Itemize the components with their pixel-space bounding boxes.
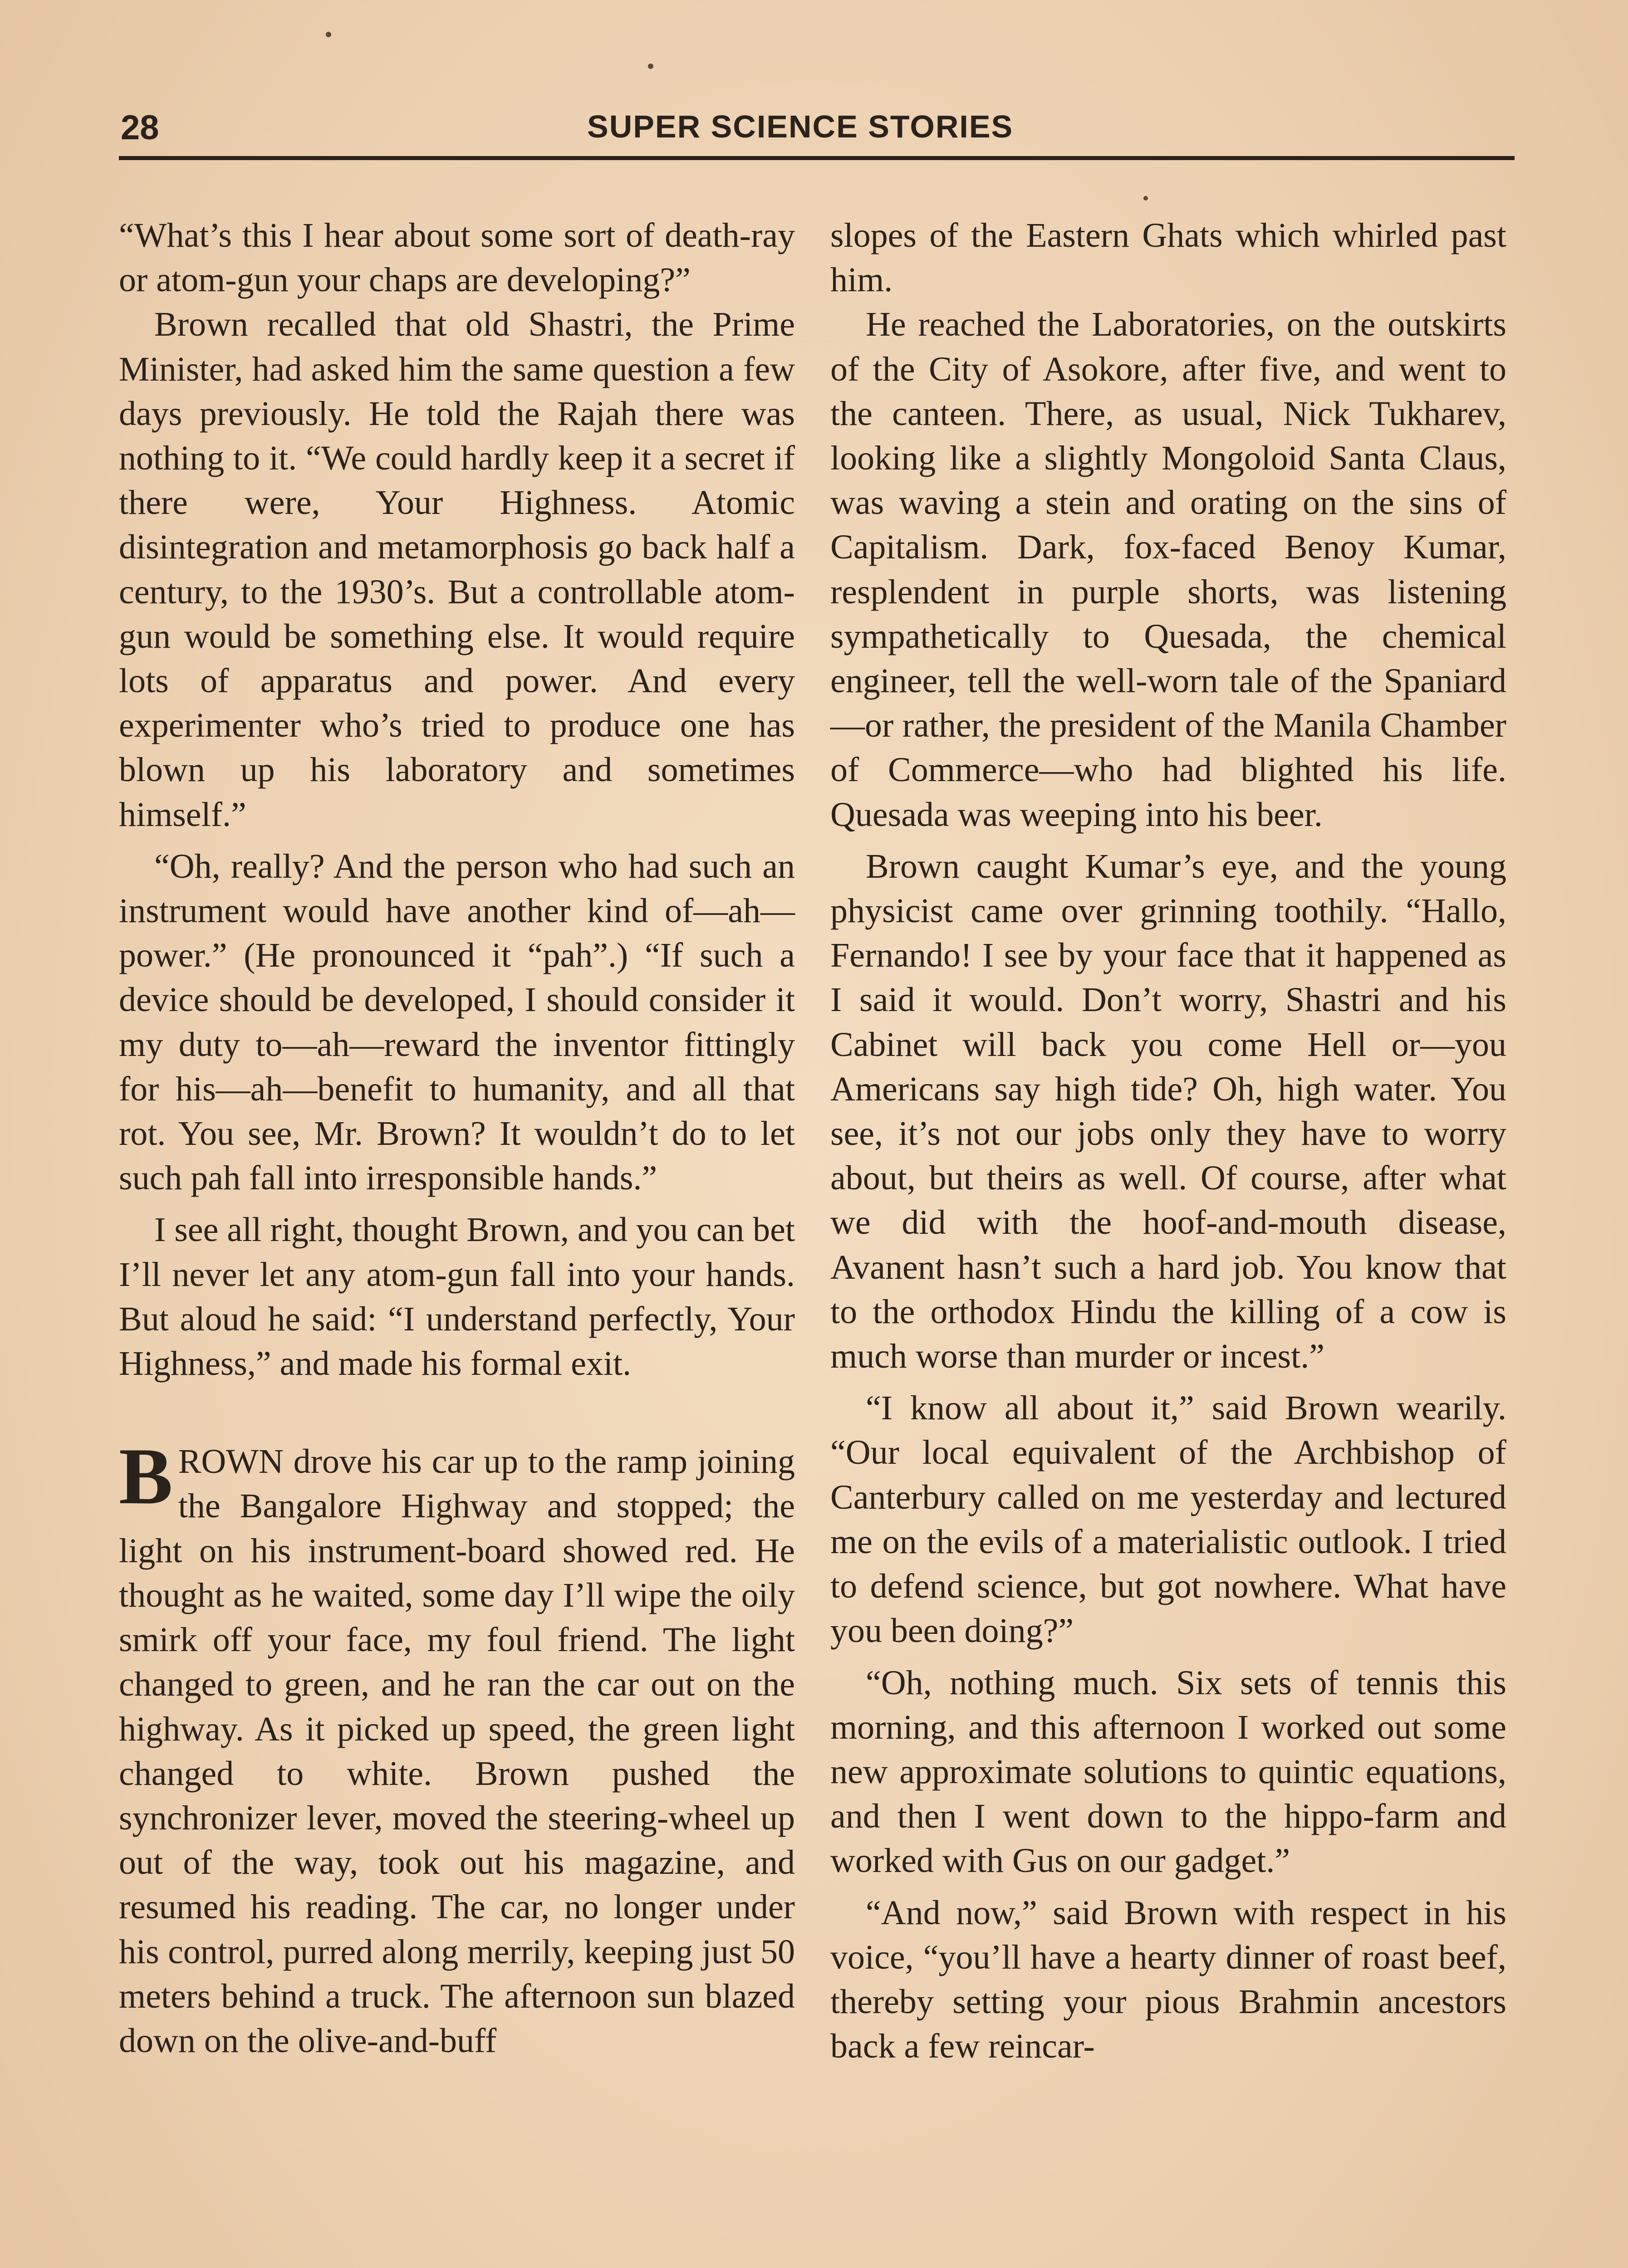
ink-speck [326,32,331,37]
ink-speck [648,64,653,69]
paragraph: “And now,” said Brown with respect in his voice, “you’ll have a hearty dinner of roast beef, thereby setting your pious Brahmin ancestors back a few reincar- [830,1893,1506,2066]
paragraph: “What’s this I hear about some sort of death-ray or atom-gun your chaps are developing?” [119,216,795,299]
header-rule [119,156,1515,160]
paragraph: “I know all about it,” said Brown wearily. “Our local equivalent of the Archbishop of Canterbury called on me yesterday and lectured me on the evils of a materialistic outlook. I tried to defend science, but got nowhere. What have you been doing?” [830,1389,1506,1650]
paragraph: slopes of the Eastern Ghats which whirled past him. [830,216,1506,299]
page-number: 28 [121,108,159,147]
paragraph: He reached the Laboratories, on the outskirts of the City of Asokore, after five, and went to the canteen. There, as usual, Nick Tukharev, looking like a slightly Mongoloid Santa Claus, was waving a stein and orating on the sins of Capitalism. Dark, fox-faced Benoy Kumar, resplendent in purple shorts, was listening sympathetically to Quesada, the chemical engineer, tell the well-worn tale of the Spaniard—or rather, the president of the Manila Chamber of Commerce—who had blighted his life. Quesada was weeping into his beer. [830,305,1506,834]
section-text: ROWN drove his car up to the ramp joining the Bangalore Highway and stopped; the light on his instrument-board showed red. He thought as he waited, some day I’ll wipe the oily smirk off your face, my foul friend. The light changed to green, and he ran the car out on the highway. As it picked up speed, the green light changed to white. Brown pushed the synchronizer lever, moved the steering-wheel up out of the way, took out his magazine, and resumed his reading. The car, no longer under his control, purred along merrily, keeping just 50 meters behind a truck. The afternoon sun blazed down on the olive-and-buff [119,1442,795,2060]
paragraph: “Oh, really? And the person who had such an instrument would have another kind of—ah—power.” (He pronounced it “pah”.) “If such a device should be developed, I should consider it my duty to—ah—reward the inventor fittingly for his—ah—benefit to humanity, and all that rot. You see, Mr. Brown? It wouldn’t do to let such pah fall into irresponsible hands.” [119,847,795,1198]
right-column [830,213,1506,2068]
paragraph: “Oh, nothing much. Six sets of tennis this morning, and this afternoon I worked out some new approximate solutions to quintic equations, and then I went down to the hippo-farm and worked with Gus on our gadget.” [830,1663,1506,1880]
drop-cap: B [119,1431,173,1521]
left-column [119,213,795,2063]
paragraph: Brown recalled that old Shastri, the Prime Minister, had asked him the same question a few days previously. He told the Rajah there was nothing to it. “We could hardly keep it a secret if there were, Your Highness. Atomic disintegration and metamorphosis go back half a century, to the 1930’s. But a controllable atom-gun would be something else. It would require lots of apparatus and power. And every experimenter who’s tried to produce one has blown up his laboratory and sometimes himself.” [119,305,795,834]
paragraph: Brown caught Kumar’s eye, and the young physicist came over grinning toothily. “Hallo, Fernando! I see by your face that it happened as I said it would. Don’t worry, Shastri and his Cabinet will back you come Hell or—you Americans say high tide? Oh, high water. You see, it’s not our jobs only they have to worry about, but theirs as well. Of course, after what we did with the hoof-and-mouth disease, Avanent hasn’t such a hard job. You know that to the orthodox Hindu the killing of a cow is much worse than murder or incest.” [830,847,1506,1376]
paragraph: I see all right, thought Brown, and you can bet I’ll never let any atom-gun fall into your hands. But aloud he said: “I understand perfectly, Your Highness,” and made his formal exit. [119,1211,795,1383]
section-paragraph [119,1431,795,2063]
running-head: SUPER SCIENCE STORIES [587,109,1014,144]
ink-speck [1143,196,1148,200]
